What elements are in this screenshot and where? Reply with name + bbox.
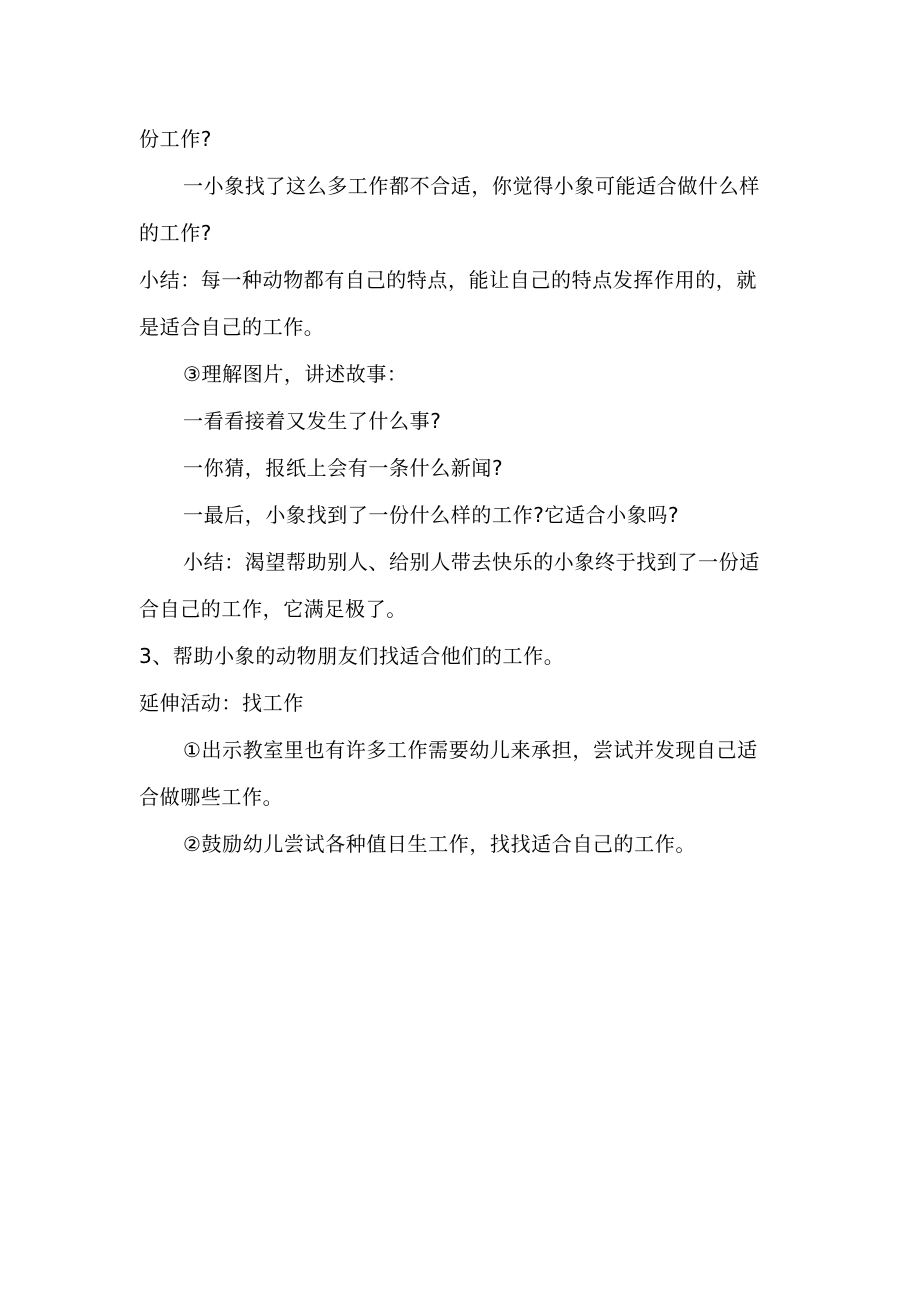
extension-item-1-line-1: ①出示教室里也有许多工作需要幼儿来承担，尝试并发现自己适 (183, 738, 758, 762)
question-line-2: 一你猜，报纸上会有一条什么新闻? (183, 456, 504, 480)
step-3-heading: ③理解图片，讲述故事： (183, 362, 408, 386)
summary-line-2: 是适合自己的工作。 (139, 315, 325, 339)
text-line-2: 一小象找了这么多工作都不合适，你觉得小象可能适合做什么样 (183, 174, 760, 198)
document-body (139, 116, 784, 868)
question-line-3: 一最后，小象找到了一份什么样的工作?它适合小象吗? (183, 503, 680, 527)
summary-line-3: 小结：渴望帮助别人、给别人带去快乐的小象终于找到了一份适 (183, 550, 760, 574)
text-line-1: 份工作? (139, 127, 213, 151)
extension-heading: 延伸活动：找工作 (139, 691, 304, 715)
summary-line-4: 合自己的工作，它满足极了。 (139, 597, 407, 621)
extension-item-1-line-2: 合做哪些工作。 (139, 785, 284, 809)
section-3-heading: 3、帮助小象的动物朋友们找适合他们的工作。 (139, 644, 565, 668)
text-line-3: 的工作? (139, 221, 213, 245)
question-line-1: 一看看接着又发生了什么事? (183, 409, 442, 433)
summary-line-1: 小结：每一种动物都有自己的特点，能让自己的特点发挥作用的，就 (139, 268, 757, 292)
extension-item-2: ②鼓励幼儿尝试各种值日生工作，找找适合自己的工作。 (183, 832, 696, 856)
